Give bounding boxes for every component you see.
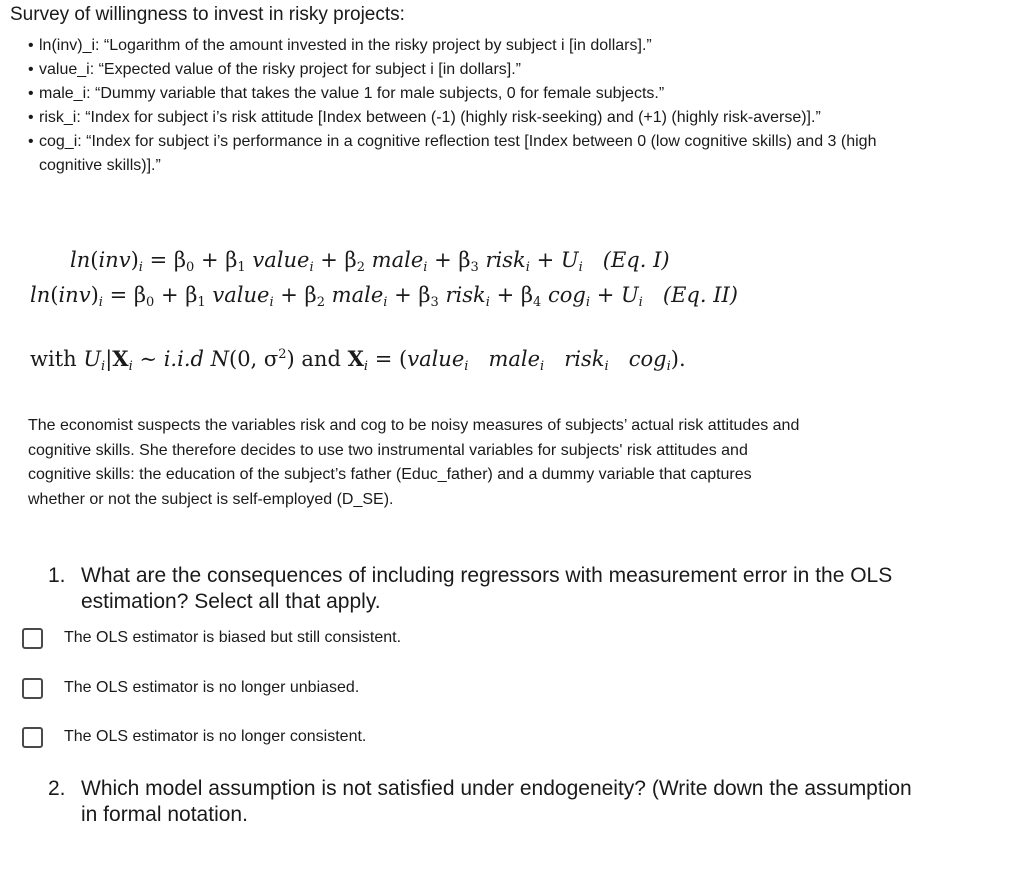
equation-2: $\ln(inv)_i = \beta_0 + \beta_1$ value$_i$ + $\beta_2$ male$_i$ + $\beta_3$ risk$_i$ + $\beta_4$ $cog_i + U_i$ (Eq. II): [30, 283, 738, 310]
option-no-longer-consistent[interactable]: [22, 725, 366, 749]
equation-1-label: (Eq. I): [602, 248, 670, 272]
equation-1: $\ln(inv)_i = \beta_0 + \beta_1$ value$_i$ + $\beta_2$ male$_i$ + $\beta_3$ risk$_i$ + $U_i$ (Eq. I): [70, 248, 670, 275]
question-1-number: 1.: [48, 564, 66, 587]
instrument-paragraph: The economist suspects the variables risk and cog to be noisy measures of subjects’ actual risk attitudes and cognitive skills. She therefore decides to use two instrumental variables for subjects' risk attitudes and cognitive skills: the education of the subject’s father (Educ_father) and a dummy variable that captures whether or not the subject is self-employed (D_SE).: [28, 417, 800, 508]
question-1-text: What are the consequences of including regressors with measurement error in the OLS estimation? Select all that apply.: [81, 564, 893, 613]
definition-value: • value_i: “Expected value of the risky project for subject i [in dollars].”: [28, 58, 908, 82]
error-assumption: with $U_i|X_i$ ∼ i.i.d N(0, $\sigma^2$) and $X_i$ = (value$_i$ male$_i$ risk$_i$ cog$_i$).: [30, 346, 686, 374]
question-2-text: Which model assumption is not satisfied under endogeneity? (Write down the assumption in formal notation.: [81, 777, 912, 826]
question-2-number: 2.: [48, 777, 66, 800]
definition-male: • male_i: “Dummy variable that takes the value 1 for male subjects, 0 for female subjects.”: [28, 82, 908, 106]
page-title: Survey of willingness to invest in risky projects:: [10, 4, 405, 25]
option-label: The OLS estimator is no longer unbiased.: [64, 679, 360, 696]
option-biased-consistent[interactable]: [22, 626, 401, 650]
checkbox[interactable]: [22, 628, 43, 649]
option-label: The OLS estimator is no longer consistent.: [64, 728, 367, 745]
definition-cog: • cog_i: “Index for subject i’s performance in a cognitive reflection test [Index between 0 (low cognitive skills) and 3 (high cognitive skills)].”: [28, 130, 908, 178]
question-1: [48, 563, 928, 615]
option-no-longer-unbiased[interactable]: [22, 676, 359, 700]
question-2: [48, 776, 928, 828]
checkbox[interactable]: [22, 678, 43, 699]
option-label: The OLS estimator is biased but still consistent.: [64, 629, 402, 646]
checkbox[interactable]: [22, 727, 43, 748]
variable-definitions: [28, 34, 908, 178]
definition-ln-inv: • ln(inv)_i: “Logarithm of the amount invested in the risky project by subject i [in dollars].”: [28, 34, 908, 58]
definition-risk: • risk_i: “Index for subject i’s risk attitude [Index between (-1) (highly risk-seeking) and (+1) (highly risk-averse)].”: [28, 106, 908, 130]
equation-2-label: (Eq. II): [662, 283, 738, 307]
